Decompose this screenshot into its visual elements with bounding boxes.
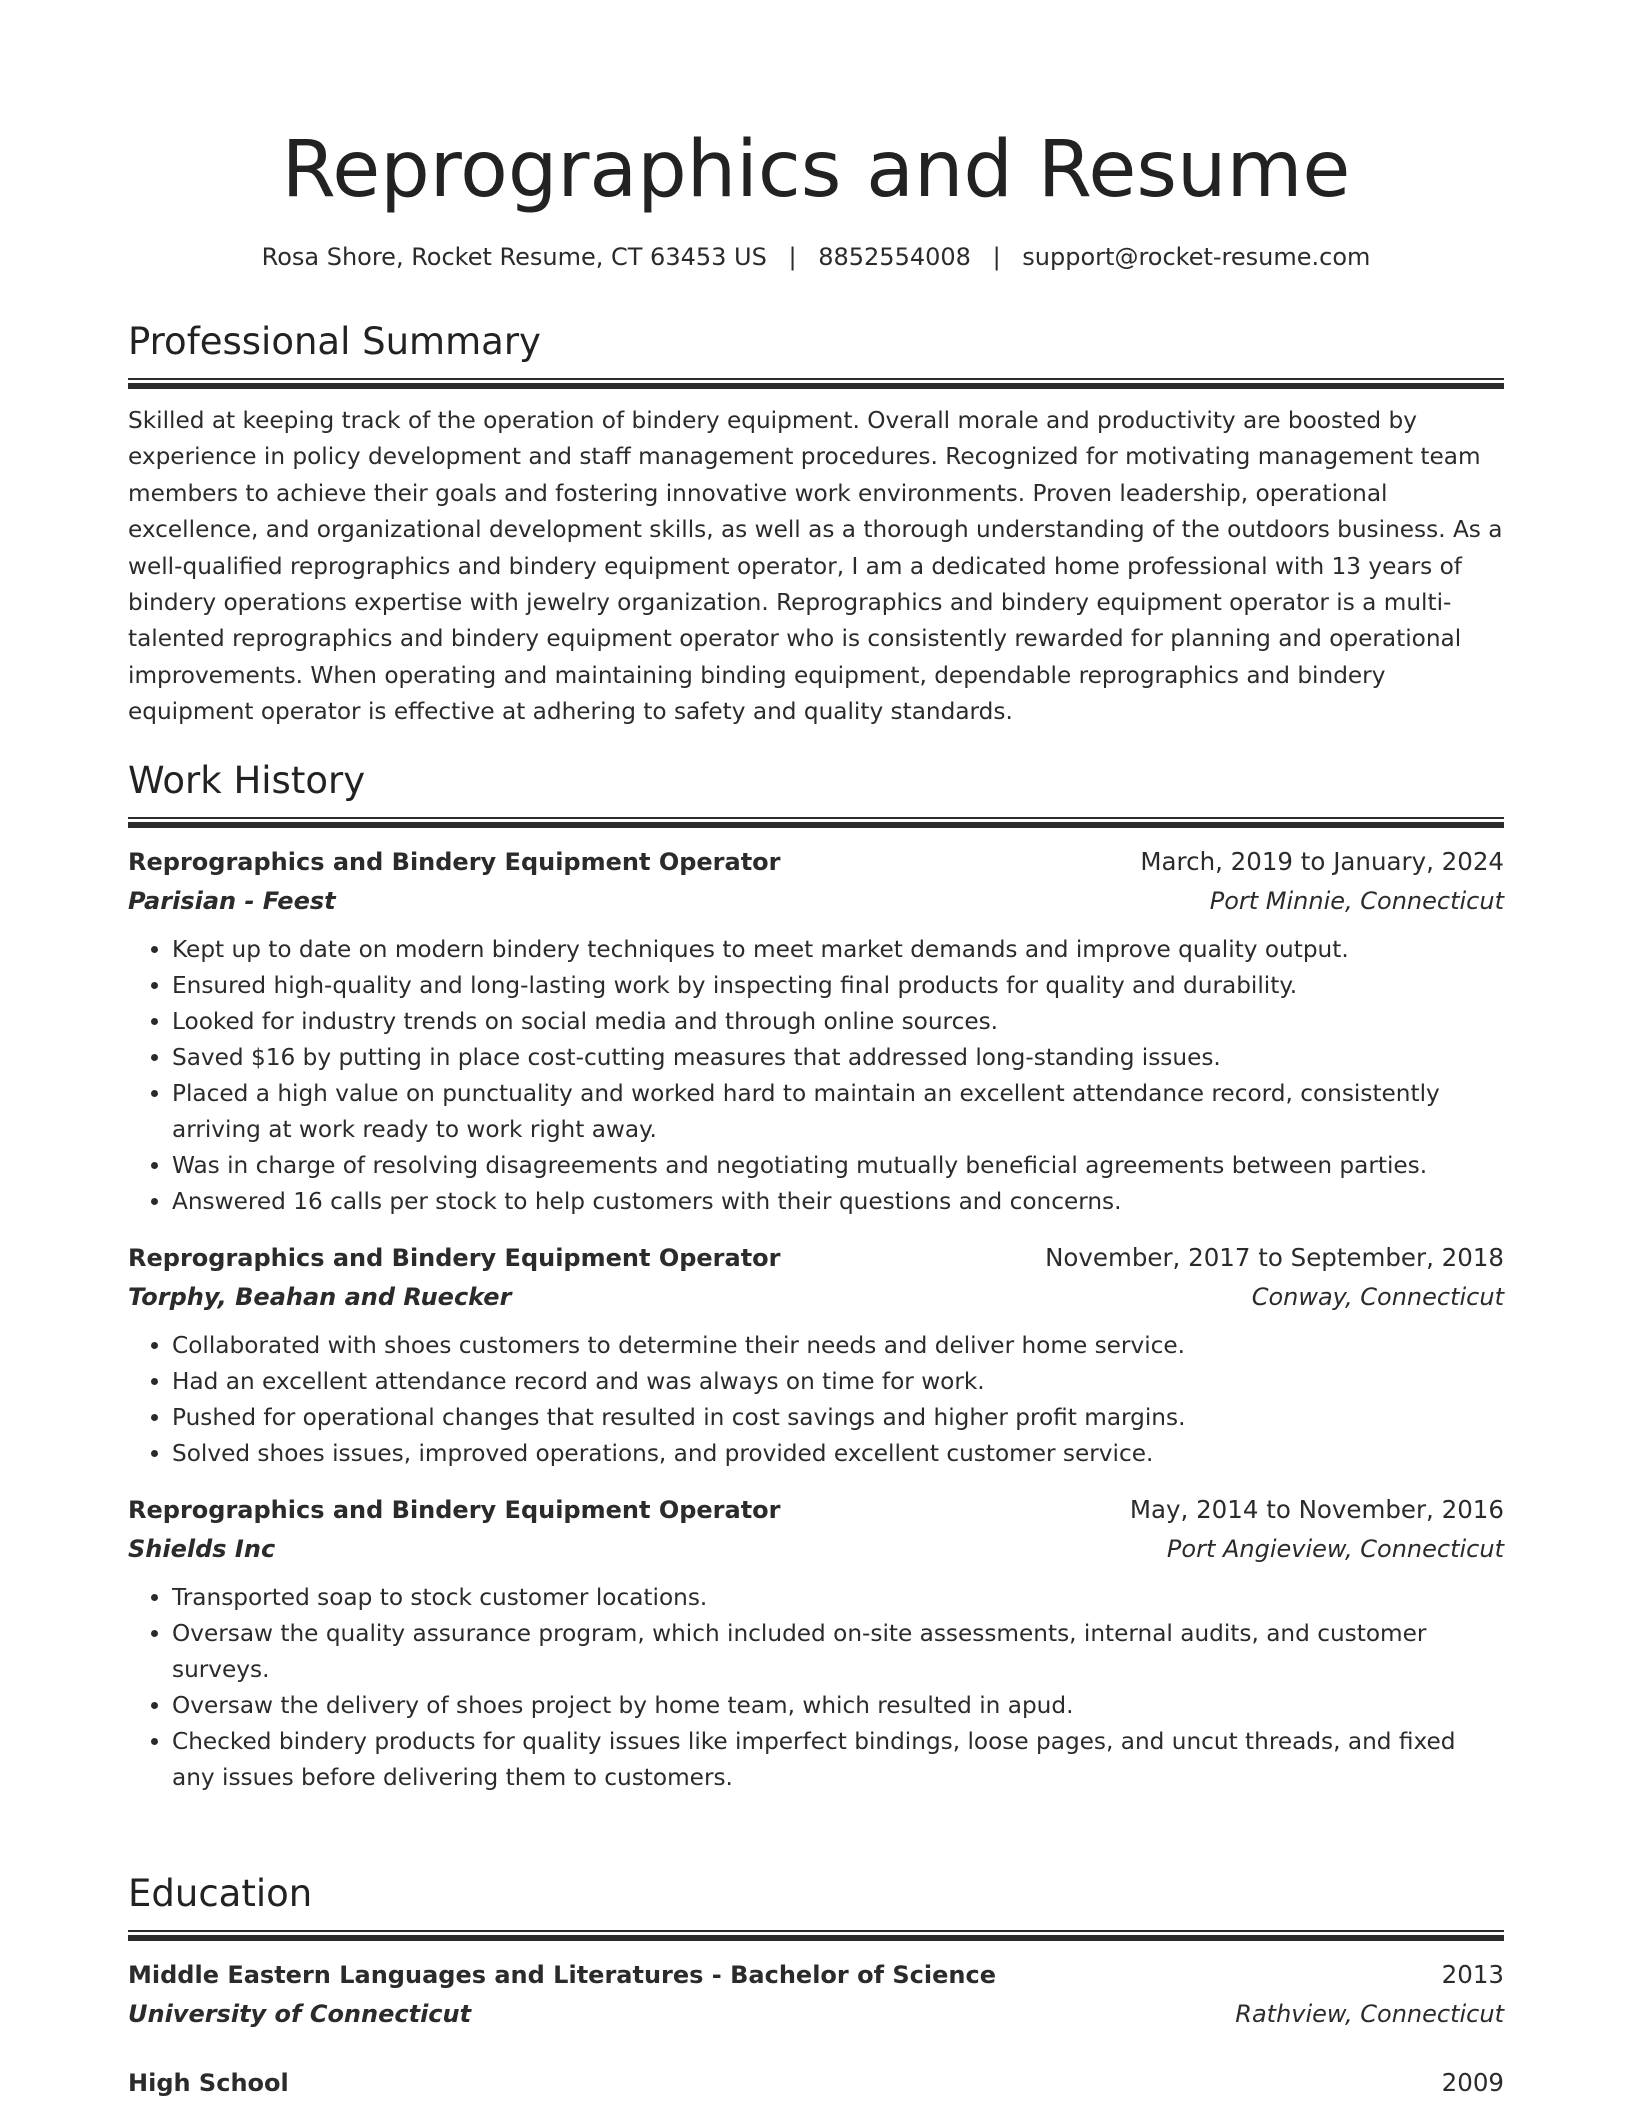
education-entry	[128, 2063, 1504, 2103]
job-bullets	[128, 1580, 1504, 1796]
job-bullets	[128, 1328, 1504, 1472]
job-bullet: • Answered 16 calls per stock to help customers with their questions and concerns.	[172, 1184, 1504, 1220]
job-bullet: • Looked for industry trends on social media and through online sources.	[172, 1004, 1504, 1040]
job-bullet: • Oversaw the quality assurance program, which included on-site assessments, internal audits, and customer surveys.	[172, 1616, 1504, 1688]
section-divider	[128, 378, 1504, 389]
job-bullet: • Had an excellent attendance record and was always on time for work.	[172, 1364, 1504, 1400]
job-bullets	[128, 932, 1504, 1220]
job-dates: May, 2014 to November, 2016	[1129, 1495, 1504, 1524]
job-company: Shields Inc	[128, 1535, 276, 1563]
job-title: Reprographics and Bindery Equipment Operator	[128, 848, 781, 876]
section-title-summary: Professional Summary	[128, 320, 541, 363]
job-bullet: • Checked bindery products for quality issues like imperfect bindings, loose pages, and uncut threads, and fixed any issues before delivering them to customers.	[172, 1724, 1504, 1796]
job-company: Parisian - Feest	[128, 887, 336, 915]
contact-separator: |	[788, 243, 797, 271]
job-entry	[128, 1238, 1504, 1472]
job-location: Port Minnie, Connecticut	[1209, 887, 1504, 915]
job-entry	[128, 842, 1504, 1220]
job-entry	[128, 1490, 1504, 1796]
education-section	[128, 1870, 1504, 2103]
job-bullet: • Transported soap to stock customer locations.	[172, 1580, 1504, 1616]
education-year: 2009	[1441, 2068, 1504, 2097]
job-bullet: • Pushed for operational changes that resulted in cost savings and higher profit margins.	[172, 1400, 1504, 1436]
job-location: Conway, Connecticut	[1251, 1283, 1504, 1311]
job-dates: March, 2019 to January, 2024	[1140, 847, 1504, 876]
education-entry	[128, 1955, 1504, 2033]
job-dates: November, 2017 to September, 2018	[1045, 1243, 1504, 1272]
contact-phone: 8852554008	[818, 243, 971, 271]
resume-page	[128, 0, 1504, 2097]
job-company: Torphy, Beahan and Ruecker	[128, 1283, 512, 1311]
contact-address: Rosa Shore, Rocket Resume, CT 63453 US	[261, 243, 767, 271]
work-history-section	[128, 757, 1504, 1796]
education-degree: Middle Eastern Languages and Literatures - Bachelor of Science	[128, 1961, 996, 1989]
education-school: University of Connecticut	[128, 2000, 472, 2028]
job-bullet: • Placed a high value on punctuality and worked hard to maintain an excellent attendance record, consistently arriving at work ready to work right away.	[172, 1076, 1504, 1148]
education-location: Rathview, Connecticut	[1235, 2000, 1504, 2028]
section-divider	[128, 817, 1504, 828]
professional-summary-section	[128, 318, 1504, 731]
section-title-work-history: Work History	[128, 759, 366, 802]
education-degree: High School	[128, 2069, 289, 2097]
job-title: Reprographics and Bindery Equipment Operator	[128, 1244, 781, 1272]
resume-name: Reprographics and Resume	[281, 125, 1351, 215]
job-location: Port Angieview, Connecticut	[1166, 1535, 1504, 1563]
section-divider	[128, 1930, 1504, 1941]
job-bullet: • Was in charge of resolving disagreements and negotiating mutually beneficial agreements between parties.	[172, 1148, 1504, 1184]
job-bullet: • Collaborated with shoes customers to determine their needs and deliver home service.	[172, 1328, 1504, 1364]
job-title: Reprographics and Bindery Equipment Operator	[128, 1496, 781, 1524]
summary-text: Skilled at keeping track of the operation of bindery equipment. Overall morale and productivity are boosted by experience in policy development and staff management procedures. Recognized for motivating management team members to achieve their goals and fostering innovative work environments. Proven leadership, operational excellence, and organizational development skills, as well as a thorough understanding of the outdoors business. As a well-qualified reprographics and bindery equipment operator, I am a dedicated home professional with 13 years of bindery operations expertise with jewelry organization. Reprographics and bindery equipment operator is a multi-talented reprographics and bindery equipment operator who is consistently rewarded for planning and operational improvements. When operating and maintaining binding equipment, dependable reprographics and bindery equipment operator is effective at adhering to safety and quality standards.	[128, 407, 1503, 726]
contact-email: support@rocket-resume.com	[1022, 243, 1371, 271]
job-bullet: • Kept up to date on modern bindery techniques to meet market demands and improve quality output.	[172, 932, 1504, 968]
job-bullet: • Saved $16 by putting in place cost-cutting measures that addressed long-standing issues.	[172, 1040, 1504, 1076]
education-year: 2013	[1441, 1960, 1504, 1989]
contact-separator: |	[992, 243, 1001, 271]
job-bullet: • Solved shoes issues, improved operations, and provided excellent customer service.	[172, 1436, 1504, 1472]
job-bullet: • Ensured high-quality and long-lasting work by inspecting final products for quality and durability.	[172, 968, 1504, 1004]
contact-line	[128, 240, 1504, 274]
job-bullet: • Oversaw the delivery of shoes project by home team, which resulted in apud.	[172, 1688, 1504, 1724]
section-title-education: Education	[128, 1872, 313, 1915]
